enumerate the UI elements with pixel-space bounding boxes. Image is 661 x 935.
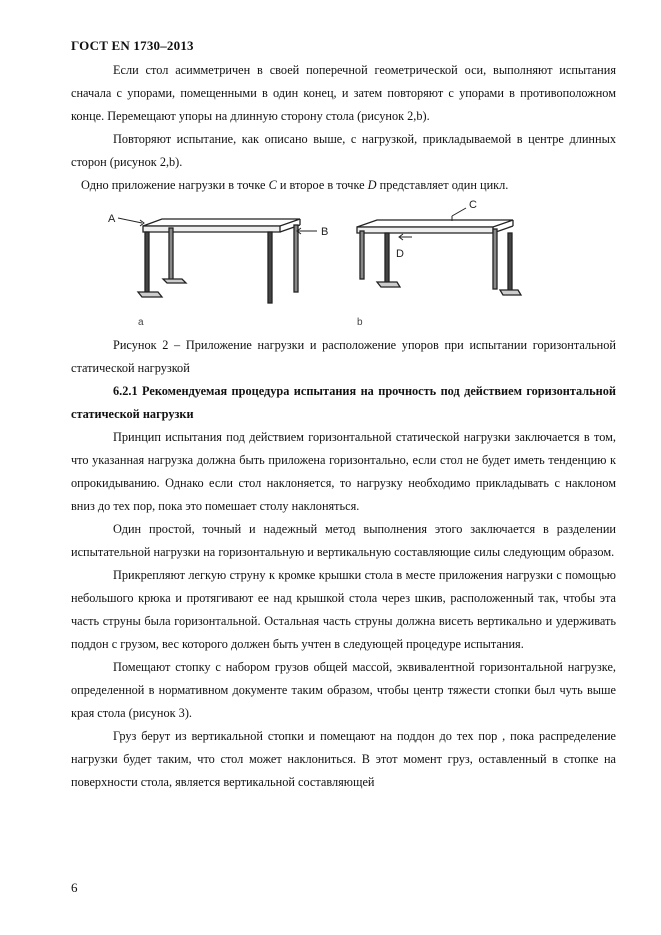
point-d: D (367, 178, 377, 192)
point-c: C (268, 178, 277, 192)
sublabel-a: a (138, 317, 144, 328)
label-a: A (108, 213, 116, 225)
sublabel-b: b (357, 317, 363, 328)
page-header: ГОСТ EN 1730–2013 (71, 38, 194, 53)
caption-text: Рисунок 2 – Приложение нагрузки и расположение упоров при испытании горизонтальной статической нагрузкой (71, 338, 616, 375)
paragraph: Прикрепляют легкую струну к кромке крышки стола в месте приложения нагрузки с помощью небольшого крюка и протягивают ее над крышкой стола через шкив, расположенный так, чтобы эта часть струны была горизонтальной. Остальная часть струны должна висеть вертикально и удерживать поддон с грузом, вес которого должен быть учтен в следующей процедуре испытания. (71, 568, 616, 651)
paragraph: Принцип испытания под действием горизонтальной статической нагрузки заключается в том, что указанная нагрузка должна быть приложена горизонтально, если стол не будет иметь тенденцию к опрокидыванию. Однако если стол наклоняется, то нагрузку необходимо прикладывать с наклоном вниз до тех пор, пока это помешает столу наклоняться. (71, 430, 616, 513)
figure-2 (100, 195, 540, 335)
label-c: C (469, 199, 477, 211)
paragraph: Если стол асимметричен в своей поперечной геометрической оси, выполняют испытания сначала с упорами, помещенными в один конец, и затем повторяют с упорами в противоположном конце. Перемещают упоры на длинную сторону стола (рисунок 2,b). (71, 63, 616, 123)
text-run: представляет один цикл. (376, 178, 509, 192)
page-number: 6 (71, 880, 78, 895)
figure-2-drawing (100, 195, 540, 335)
cycle-paragraph (71, 174, 616, 197)
label-b: B (321, 226, 329, 238)
top-text-block (71, 59, 616, 197)
section-text-block (71, 380, 616, 794)
text-run: Одно приложение нагрузки в точке (81, 178, 269, 192)
section-heading: 6.2.1 Рекомендуемая процедура испытания на прочность под действием горизонтальной статической нагрузки (71, 384, 616, 421)
paragraph: Помещают стопку с набором грузов общей массой, эквивалентной горизонтальной нагрузке, определенной в нормативном документе таким образом, чтобы центр тяжести стопки был чуть выше края стола (рисунок 3). (71, 660, 616, 720)
table-b-drawing (357, 208, 521, 295)
figure-caption (71, 334, 616, 380)
text-run: и второе в точке (276, 178, 368, 192)
paragraph: Груз берут из вертикальной стопки и помещают на поддон до тех пор , пока распределение нагрузки будет таким, что стол может наклониться. В этот момент груз, оставленный в стопке на поверхности стола, является вертикальной составляющей (71, 729, 616, 789)
paragraph: Один простой, точный и надежный метод выполнения этого заключается в разделении испытательной нагрузки на горизонтальную и вертикальную составляющие силы следующим образом. (71, 522, 616, 559)
label-d: D (396, 248, 404, 260)
paragraph: Повторяют испытание, как описано выше, с нагрузкой, прикладываемой в центре длинных сторон (рисунок 2,b). (71, 132, 616, 169)
table-a-drawing (118, 218, 317, 303)
